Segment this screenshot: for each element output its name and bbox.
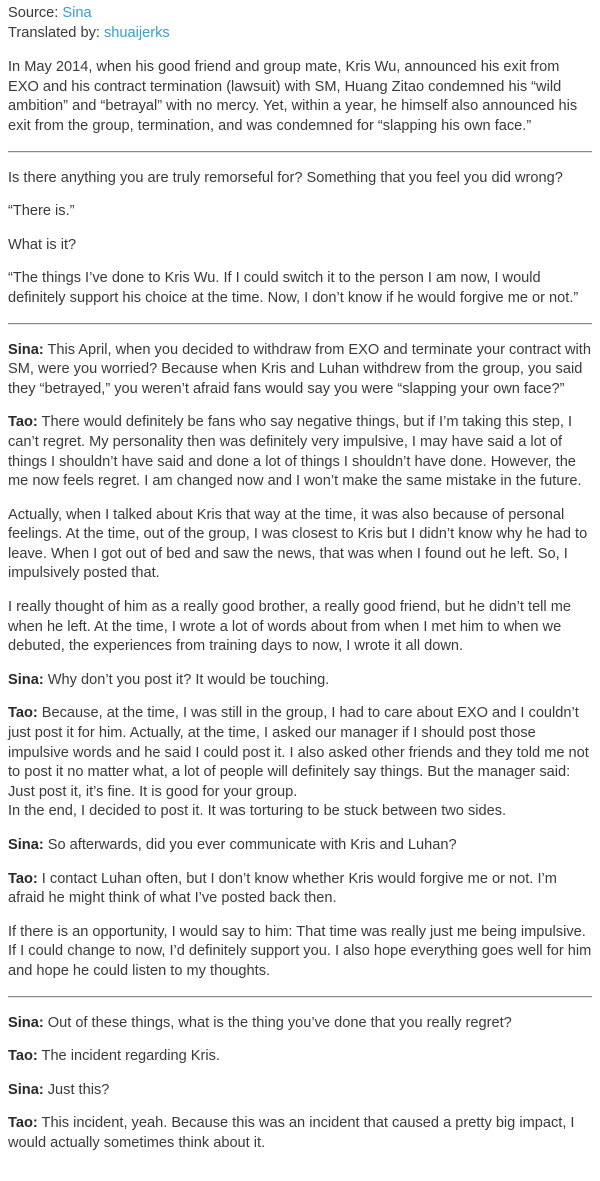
intro-paragraph: In May 2014, when his good friend and group mate, Kris Wu, announced his exit from EXO and his contract termination (lawsuit) with SM, Huang Zitao condemned his “wild ambition” and “betrayal” with no mercy. Yet, within a year, he himself also announced his exit from the group, termination, and was condemned for “slapping his own face.”: [8, 59, 578, 134]
divider: [8, 996, 592, 998]
interview-paragraph: [8, 506, 592, 584]
question: What is it?: [8, 236, 77, 253]
question: Is there anything you are truly remorseful for? Something that you feel you did wrong?: [8, 169, 563, 186]
paragraph-text: Actually, when I talked about Kris that way at the time, it was also because of personal feelings. At the time, out of the group, I was closest to Kris but I didn’t know why he had to leave. When I got out of bed and saw the news, that was when I found out he left. So, I impulsively posted that.: [8, 506, 588, 582]
paragraph-text: So afterwards, did you ever communicate with Kris and Luhan?: [43, 837, 457, 853]
paragraph-text: There would definitely be fans who say negative things, but if I’m taking this step, I can’t regret. My personality then was definitely very impulsive, I may have said a lot of things I shouldn’t have said and done a lot of things I shouldn’t have done. However, the me now feels regret. I am changed now and I won’t make the same mistake in the future.: [8, 414, 582, 490]
divider: [8, 323, 592, 325]
interview-paragraph: [8, 870, 592, 909]
paragraph-text: I really thought of him as a really good brother, a really good friend, but he didn’t tell me when he left. At the time, I wrote a lot of words about from when I met him to when we debuted, the experiences from training days to now, I wrote it all down.: [8, 599, 571, 655]
paragraph-text: Out of these things, what is the thing you’ve done that you really regret?: [43, 1014, 512, 1031]
paragraph-text: I contact Luhan often, but I don’t know whether Kris would forgive me or not. I’m afraid he might think of what I’ve posted back then.: [8, 870, 557, 907]
interview-paragraph: [8, 413, 592, 491]
interview-paragraph: [8, 1047, 592, 1067]
speaker-label: Sina:: [8, 341, 44, 358]
source-line: [8, 4, 592, 24]
interview-paragraph: [8, 341, 592, 400]
interview-paragraph: [8, 1114, 592, 1153]
translator-link[interactable]: shuaijerks: [104, 24, 170, 41]
speaker-label: Sina:: [8, 671, 44, 688]
source-link[interactable]: Sina: [62, 5, 92, 21]
speaker-label: Sina:: [8, 1081, 44, 1098]
speaker-label: Tao:: [8, 1115, 38, 1132]
interview-paragraph: [8, 1014, 592, 1034]
translator-line: [8, 24, 592, 44]
speaker-label: Tao:: [8, 1048, 38, 1065]
paragraph-text: Why don’t you post it? It would be touching.: [43, 671, 330, 688]
paragraph-text: This April, when you decided to withdraw from EXO and terminate your contract with SM, were you worried? Because when Kris and Luhan withdrew from the group, you said they “betrayed,” you weren’t afraid fans would say you were “slapping your own face?”: [8, 341, 591, 397]
answer: “There is.”: [8, 203, 75, 220]
translated-label: Translated by:: [8, 24, 100, 41]
interview-paragraph: [8, 671, 592, 691]
divider: [8, 151, 592, 153]
interview-paragraph: [8, 923, 592, 982]
paragraph-text: If there is an opportunity, I would say to him: That time was really just me being impulsive. If I could change to now, I’d definitely support you. I also hope everything goes well for him and hope he could listen to my thoughts.: [8, 923, 592, 979]
paragraph-text-continued: In the end, I decided to post it. It was torturing to be stuck between two sides.: [8, 803, 507, 820]
answer: “The things I’ve done to Kris Wu. If I could switch it to the person I am now, I would definitely support his choice at the time. Now, I don’t know if he would forgive me or not.”: [8, 270, 579, 306]
speaker-label: Tao:: [8, 705, 38, 722]
paragraph-text: This incident, yeah. Because this was an incident that caused a pretty big impact, I would actually sometimes think about it.: [8, 1115, 575, 1151]
interview-paragraph: [8, 598, 592, 657]
interview-paragraph: [8, 1081, 592, 1101]
paragraph-text: Because, at the time, I was still in the group, I had to care about EXO and I couldn’t just post it for him. Actually, at the time, I asked our manager if I should post those impulsive words and he said I could post it. I also asked other friends and they told me not to post it no matter what, a lot of people will definitely say things. But the manager said: Just post it, it’s fine. It is good for your group.: [8, 705, 589, 800]
speaker-label: Sina:: [8, 837, 44, 853]
source-label: Source:: [8, 5, 59, 21]
speaker-label: Tao:: [8, 870, 38, 887]
interview-paragraph: [8, 704, 592, 822]
speaker-label: Sina:: [8, 1014, 44, 1031]
paragraph-text: Just this?: [43, 1081, 110, 1098]
speaker-label: Tao:: [8, 414, 38, 431]
paragraph-text: The incident regarding Kris.: [37, 1048, 220, 1065]
interview-paragraph: [8, 836, 592, 856]
